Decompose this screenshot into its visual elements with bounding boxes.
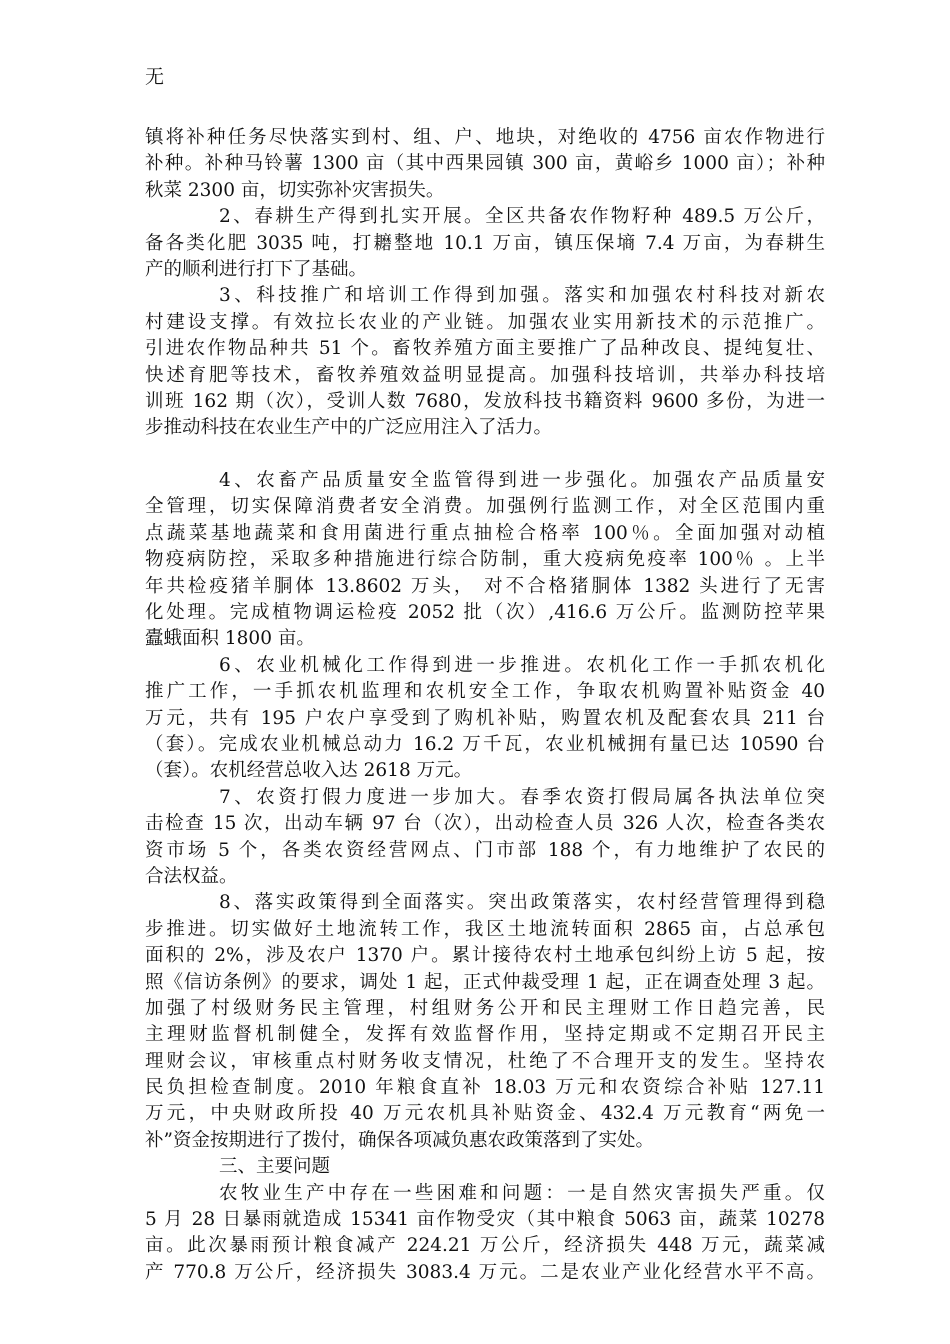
- text-line: （套）。完成农业机械总动力 16.2 万千瓦，农业机械拥有量已达 10590 台: [145, 733, 825, 755]
- text-line: 产 770.8 万公斤，经济损失 3083.4 万元。二是农业产业化经营水平不高。: [145, 1261, 825, 1283]
- text-line: 加强了村级财务民主管理，村组财务公开和民主理财工作日趋完善，民: [145, 997, 825, 1019]
- text-line: 亩。此次暴雨预计粮食减产 224.21 万公斤，经济损失 448 万元，蔬菜减: [145, 1235, 825, 1257]
- paragraph-gap: [145, 442, 825, 468]
- document-body: [145, 125, 825, 1286]
- paragraph-start-line: 3、科技推广和培训工作得到加强。落实和加强农村科技对新农: [219, 285, 825, 307]
- section-heading: 三、主要问题: [219, 1156, 331, 1178]
- text-line: 产的顺利进行打下了基础。: [145, 258, 368, 280]
- text-line: 化处理。完成植物调运检疫 2052 批（次）,416.6 万公斤。监测防控苹果: [145, 602, 825, 624]
- paragraph-start-line: 6、农业机械化工作得到进一步推进。农机化工作一手抓农机化: [219, 654, 825, 676]
- page-header: 无: [145, 66, 165, 88]
- paragraph-start-line: 农牧业生产中存在一些困难和问题：一是自然灾害损失严重。仅: [219, 1182, 825, 1204]
- text-line: 万元，共有 195 户农户享受到了购机补贴，购置农机及配套农具 211 台: [145, 707, 825, 729]
- text-line: 训班 162 期（次），受训人数 7680，发放科技书籍资料 9600 多份，为进一: [145, 390, 825, 412]
- text-line: 步推进。切实做好土地流转工作，我区土地流转面积 2865 亩，占总承包: [145, 918, 825, 940]
- text-line: 全管理，切实保障消费者安全消费。加强例行监测工作，对全区范围内重: [145, 496, 825, 518]
- paragraph-start-line: 7、农资打假力度进一步加大。春季农资打假局属各执法单位突: [219, 786, 825, 808]
- text-line: 年共检疫猪羊胴体 13.8602 万头， 对不合格猪胴体 1382 头进行了无害: [145, 575, 825, 597]
- text-line: 引进农作物品种共 51 个。畜牧养殖方面主要推广了品种改良、提纯复壮、: [145, 338, 825, 360]
- text-line: 面积的 2%，涉及农户 1370 户。累计接待农村土地承包纠纷上访 5 起，按: [145, 945, 825, 967]
- text-line: 点蔬菜基地蔬菜和食用菌进行重点抽检合格率 100％。全面加强对动植: [145, 522, 825, 544]
- text-line: 补”资金按期进行了拨付，确保各项减负惠农政策落到了实处。: [145, 1129, 654, 1151]
- text-line: 快述育肥等技术，畜牧养殖效益明显提高。加强科技培训，共举办科技培: [145, 364, 825, 386]
- paragraph-start-line: 2、春耕生产得到扎实开展。全区共备农作物籽种 489.5 万公斤，: [219, 206, 825, 228]
- text-line: 合法权益。: [145, 865, 238, 887]
- text-line: 资市场 5 个，各类农资经营网点、门市部 188 个，有力地维护了农民的: [145, 839, 825, 861]
- text-line: 民负担检查制度。2010 年粮食直补 18.03 万元和农资综合补贴 127.11: [145, 1077, 825, 1099]
- text-line: 蠹蛾面积 1800 亩。: [145, 628, 315, 650]
- text-line: 补种。补种马铃薯 1300 亩（其中西果园镇 300 亩，黄峪乡 1000 亩）；补种: [145, 153, 825, 175]
- text-line: 步推动科技在农业生产中的广泛应用注入了活力。: [145, 417, 553, 439]
- paragraph-start-line: 4、农畜产品质量安全监管得到进一步强化。加强农产品质量安: [219, 470, 825, 492]
- text-line: 秋菜 2300 亩，切实弥补灾害损失。: [145, 179, 445, 201]
- text-line: 镇将补种任务尽快落实到村、组、户、地块，对绝收的 4756 亩农作物进行: [145, 127, 825, 148]
- text-line: 击检查 15 次，出动车辆 97 台（次），出动检查人员 326 人次，检查各类农: [145, 813, 825, 835]
- text-line: 理财会议，审核重点村财务收支情况，杜绝了不合理开支的发生。坚持农: [145, 1050, 825, 1072]
- text-line: 物疫病防控，采取多种措施进行综合防制，重大疫病免疫率 100％ 。上半: [145, 549, 825, 571]
- text-line: 万元，中央财政所投 40 万元农机具补贴资金、432.4 万元教育“两免一: [145, 1103, 825, 1125]
- text-line: 村建设支撑。有效拉长农业的产业链。加强农业实用新技术的示范推广。: [145, 311, 825, 333]
- paragraph-start-line: 8、落实政策得到全面落实。突出政策落实，农村经营管理得到稳: [219, 892, 825, 914]
- text-line: 推广工作，一手抓农机监理和农机安全工作，争取农机购置补贴资金 40: [145, 681, 825, 703]
- text-line: 照《信访条例》的要求，调处 1 起，正式仲裁受理 1 起，正在调查处理 3 起。: [145, 971, 825, 993]
- text-line: 备各类化肥 3035 吨，打耱整地 10.1 万亩，镇压保墒 7.4 万亩，为春耕生: [145, 232, 825, 254]
- text-line: 主理财监督机制健全，发挥有效监督作用，坚持定期或不定期召开民主: [145, 1024, 825, 1046]
- text-line: （套）。农机经营总收入达 2618 万元。: [145, 760, 473, 782]
- text-line: 5 月 28 日暴雨就造成 15341 亩作物受灾（其中粮食 5063 亩，蔬菜 10278: [145, 1209, 825, 1231]
